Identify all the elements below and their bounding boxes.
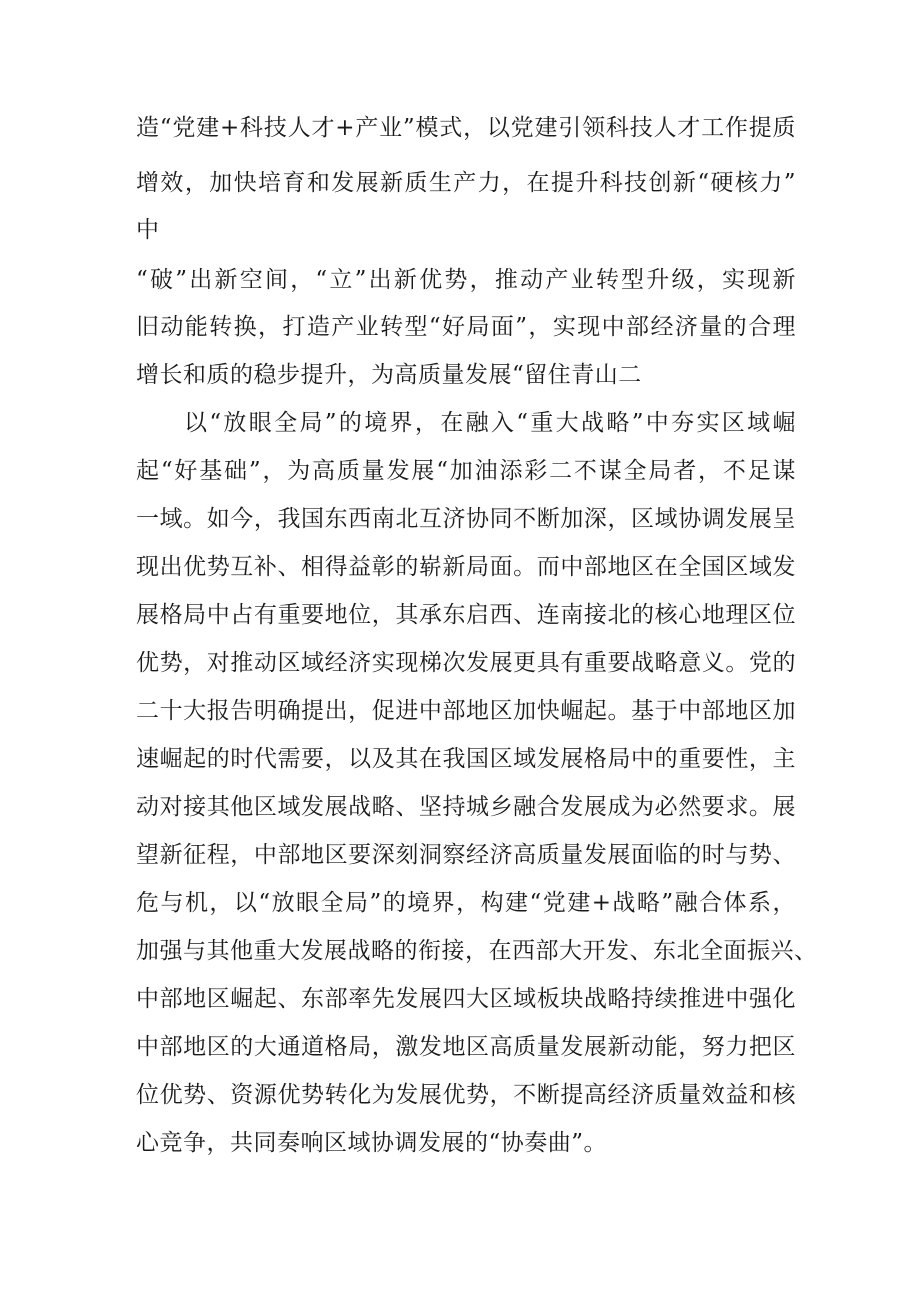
text-line: 起“好基础”，为高质量发展“加油添彩二不谋全局者，不足谋 [136, 458, 796, 484]
text-line: 增长和质的稳步提升，为高质量发展“留住青山二 [136, 362, 642, 388]
text-line: 动对接其他区域发展战略、坚持城乡融合发展成为必然要求。展 [136, 794, 796, 820]
text-line: 位优势、资源优势转化为发展优势，不断提高经济质量效益和核 [136, 1082, 796, 1108]
text-line: 造“党建+科技人才+产业”模式，以党建引领科技人才工作提质 [136, 115, 796, 141]
text-line: 心竞争，共同奏响区域协调发展的“协奏曲”。 [136, 1130, 608, 1156]
text-line: “破”出新空间，“立”出新优势，推动产业转型升级，实现新 [136, 267, 796, 293]
text-line: 优势，对推动区域经济实现梯次发展更具有重要战略意义。党的 [136, 650, 796, 676]
text-line: 加强与其他重大发展战略的衔接，在西部大开发、东北全面振兴、 [136, 938, 818, 964]
text-line: 增效，加快培育和发展新质生产力，在提升科技创新“硬核力” [136, 170, 796, 196]
text-line: 望新征程，中部地区要深刻洞察经济高质量发展面临的时与势、 [136, 842, 796, 868]
text-line: 现出优势互补、相得益彰的崭新局面。而中部地区在全国区域发 [136, 554, 796, 580]
text-line: 二十大报告明确提出，促进中部地区加快崛起。基于中部地区加 [136, 698, 796, 724]
paragraph-first-line: 以“放眼全局”的境界，在融入“重大战略”中夯实区域崛 [184, 410, 796, 436]
text-line: 中部地区的大通道格局，激发地区高质量发展新动能，努力把区 [136, 1034, 796, 1060]
text-line: 一域。如今，我国东西南北互济协同不断加深，区域协调发展呈 [136, 506, 796, 532]
text-line: 展格局中占有重要地位，其承东启西、连南接北的核心地理区位 [136, 602, 796, 628]
text-line: 危与机，以“放眼全局”的境界，构建“党建+战略”融合体系， [136, 890, 796, 916]
text-line: 中 [136, 217, 160, 243]
text-line: 中部地区崛起、东部率先发展四大区域板块战略持续推进中强化 [136, 986, 796, 1012]
text-line: 旧动能转换，打造产业转型“好局面”，实现中部经济量的合理 [136, 314, 796, 340]
text-line: 速崛起的时代需要，以及其在我国区域发展格局中的重要性，主 [136, 746, 796, 772]
